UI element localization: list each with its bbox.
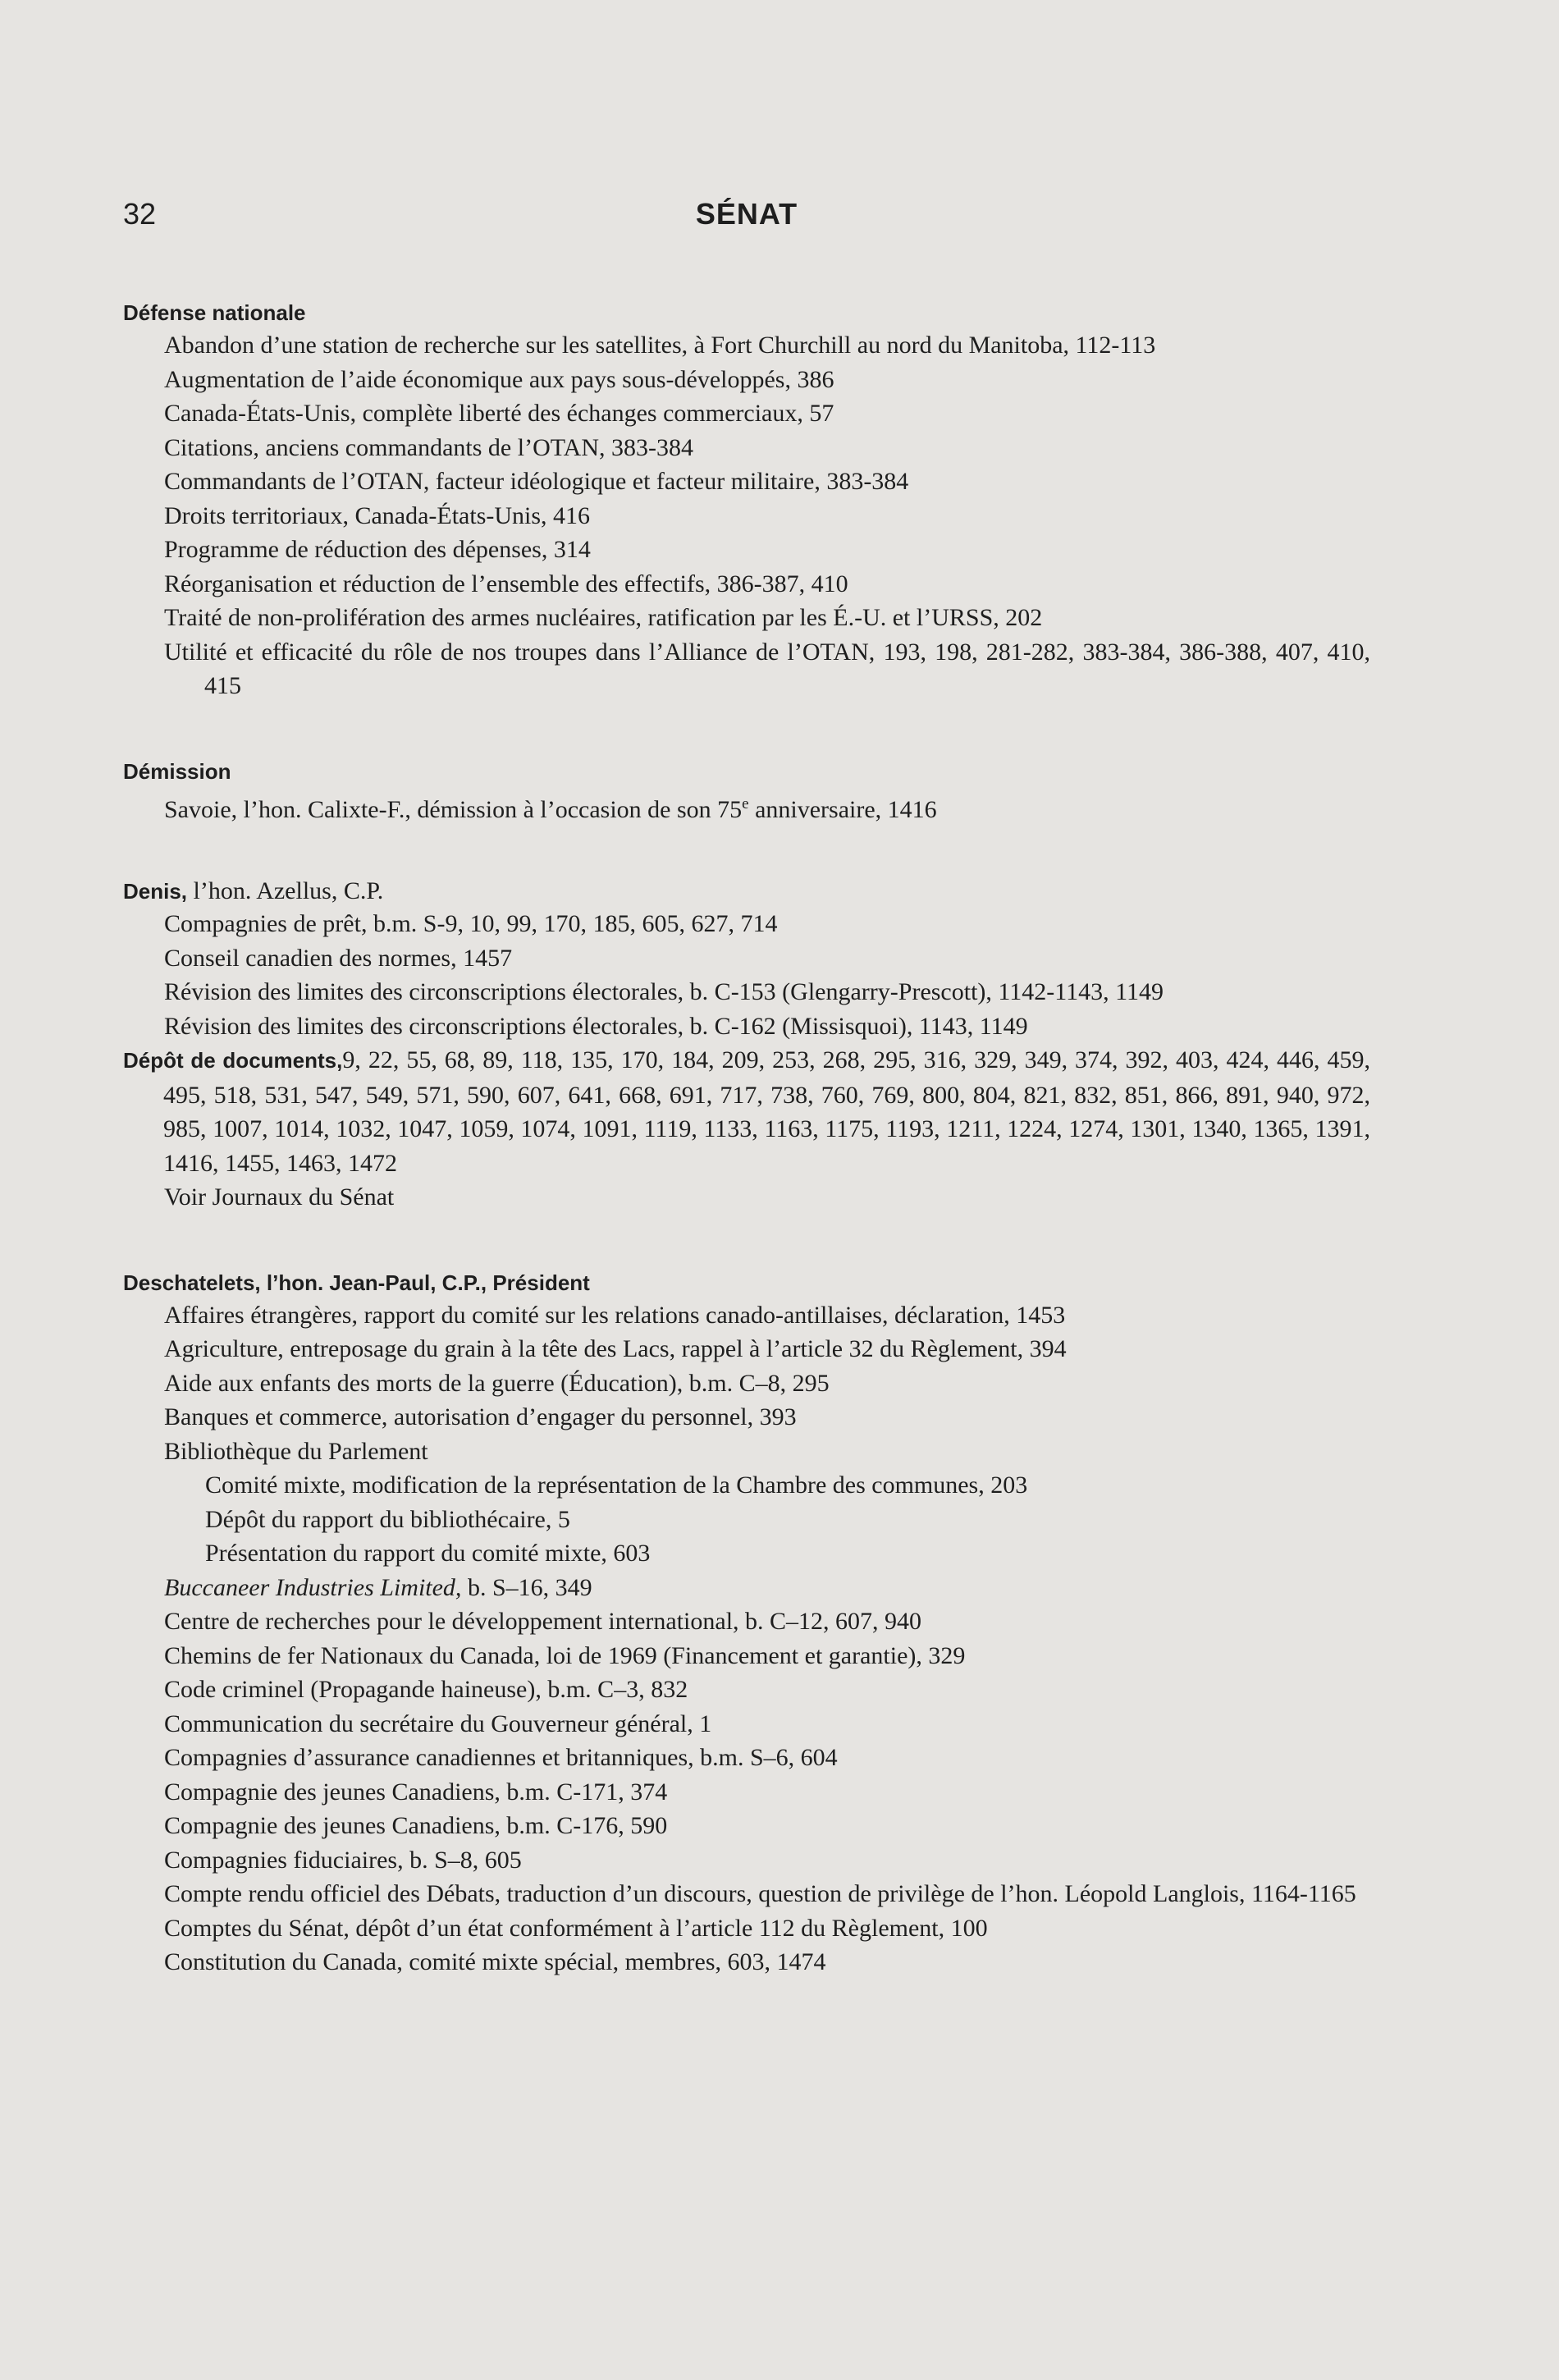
index-entry: Bibliothèque du Parlement: [164, 1437, 428, 1465]
index-entry: Compagnies de prêt, b.m. S-9, 10, 99, 170, 185, 605, 627, 714: [164, 910, 778, 937]
index-entry: Communication du secrétaire du Gouverneur général, 1: [164, 1709, 712, 1737]
index-entry: [123, 787, 1370, 827]
index-entry: [123, 1043, 1370, 1180]
index-entry: Abandon d’une station de recherche sur les satellites, à Fort Churchill au nord du Manitoba, 112-113: [164, 332, 1156, 359]
section-deschatelets: [123, 1267, 1370, 1980]
index-entry: Aide aux enfants des morts de la guerre (Éducation), b.m. C–8, 295: [164, 1369, 830, 1397]
entry-italic-title: Buccaneer Industries Limited,: [164, 1573, 462, 1601]
section-heading: Deschatelets, l’hon. Jean-Paul, C.P., Président: [123, 1270, 590, 1295]
index-entry: Agriculture, entreposage du grain à la tête des Lacs, rappel à l’article 32 du Règlement, 394: [164, 1335, 1067, 1362]
index-entry: Compagnie des jeunes Canadiens, b.m. C-171, 374: [164, 1778, 668, 1806]
index-entry: Compagnies d’assurance canadiennes et britanniques, b.m. S–6, 604: [164, 1744, 838, 1771]
section-heading: Défense nationale: [123, 300, 306, 325]
index-entry: Citations, anciens commandants de l’OTAN, 383-384: [164, 433, 693, 461]
index-entry: Affaires étrangères, rapport du comité sur les relations canado-antillaises, déclaration, 1453: [164, 1301, 1066, 1329]
section-heading: Démission: [123, 758, 231, 784]
index-entry: Réorganisation et réduction de l’ensemble des effectifs, 386-387, 410: [164, 570, 848, 597]
index-entry: [123, 1571, 1370, 1605]
heading-rest: l’hon. Azellus, C.P.: [187, 877, 384, 904]
index-entry: Conseil canadien des normes, 1457: [164, 944, 513, 972]
section-denis: [123, 876, 1370, 1043]
index-entry: Utilité et efficacité du rôle de nos troupes dans l’Alliance de l’OTAN, 193, 198, 281-282, 383-384, 386-388, 407, 410, 415: [164, 638, 1370, 699]
index-entry: Programme de réduction des dépenses, 314: [164, 536, 591, 563]
index-subentry: Présentation du rapport du comité mixte, 603: [205, 1540, 651, 1567]
index-entry: Compagnie des jeunes Canadiens, b.m. C-176, 590: [164, 1812, 668, 1839]
entry-text: Savoie, l’hon. Calixte-F., démission à l’occasion de son 75: [164, 795, 743, 823]
index-entry: Code criminel (Propagande haineuse), b.m. C–3, 832: [164, 1676, 688, 1703]
index-entry: Constitution du Canada, comité mixte spécial, membres, 603, 1474: [164, 1948, 826, 1975]
index-entry: Comptes du Sénat, dépôt d’un état conformément à l’article 112 du Règlement, 100: [164, 1914, 988, 1942]
index-entry: Révision des limites des circonscriptions électorales, b. C-153 (Glengarry-Prescott), 1142-1143, 1149: [164, 978, 1164, 1005]
index-entry: Augmentation de l’aide économique aux pays sous-développés, 386: [164, 365, 834, 393]
index-entry: Révision des limites des circonscriptions électorales, b. C-162 (Missisquoi), 1143, 1149: [164, 1012, 1028, 1040]
section-demission: [123, 756, 1370, 827]
section-depot-de-documents: [123, 1043, 1370, 1215]
page-number: 32: [123, 197, 157, 231]
section-heading: Dépôt de documents,: [123, 1048, 343, 1073]
entry-text: 9, 22, 55, 68, 89, 118, 135, 170, 184, 209, 253, 268, 295, 316, 329, 349, 374, 392, 403, 424, 446, 459, 495, 518, 531, 547, 549, 571, 590, 607, 641, 668, 691, 717, 738, 760, 769, 800, 804, 821, 832, 851, 866, 891, 940, 972, 985, 1007, 1014, 1032, 1047, 1059, 1074, 1091, 1119, 1133, 1163, 1175, 1193, 1211, 1224, 1274, 1301, 1340, 1365, 1391, 1416, 1455, 1463, 1472: [163, 1046, 1371, 1177]
section-heading: [123, 876, 1370, 907]
index-subentry: Comité mixte, modification de la représentation de la Chambre des communes, 203: [205, 1471, 1028, 1499]
index-entry: Traité de non-prolifération des armes nucléaires, ratification par les É.-U. et l’URSS, 202: [164, 604, 1043, 631]
page-title: SÉNAT: [695, 197, 798, 231]
index-entry: Centre de recherches pour le développement international, b. C–12, 607, 940: [164, 1608, 922, 1635]
index-entry: Canada-États-Unis, complète liberté des échanges commerciaux, 57: [164, 400, 834, 427]
index-entry: Droits territoriaux, Canada-États-Unis, 416: [164, 501, 591, 529]
index-entry: Compte rendu officiel des Débats, traduction d’un discours, question de privilège de l’hon. Léopold Langlois, 1164-1165: [164, 1880, 1356, 1907]
entry-text: anniversaire, 1416: [748, 795, 937, 823]
page-header: [123, 197, 1370, 246]
index-entry: Chemins de fer Nationaux du Canada, loi de 1969 (Financement et garantie), 329: [164, 1641, 966, 1669]
index-subentry: Dépôt du rapport du bibliothécaire, 5: [205, 1505, 570, 1533]
index-content: [123, 297, 1370, 1980]
section-defense-nationale: [123, 297, 1370, 703]
see-also: Voir Journaux du Sénat: [164, 1183, 395, 1211]
superscript: e: [742, 794, 749, 812]
index-entry: Banques et commerce, autorisation d’engager du personnel, 393: [164, 1403, 797, 1430]
heading-name: Denis,: [123, 879, 188, 904]
index-entry: Compagnies fiduciaires, b. S–8, 605: [164, 1846, 522, 1874]
index-entry: Commandants de l’OTAN, facteur idéologique et facteur militaire, 383-384: [164, 468, 909, 495]
entry-text: b. S–16, 349: [461, 1573, 592, 1601]
